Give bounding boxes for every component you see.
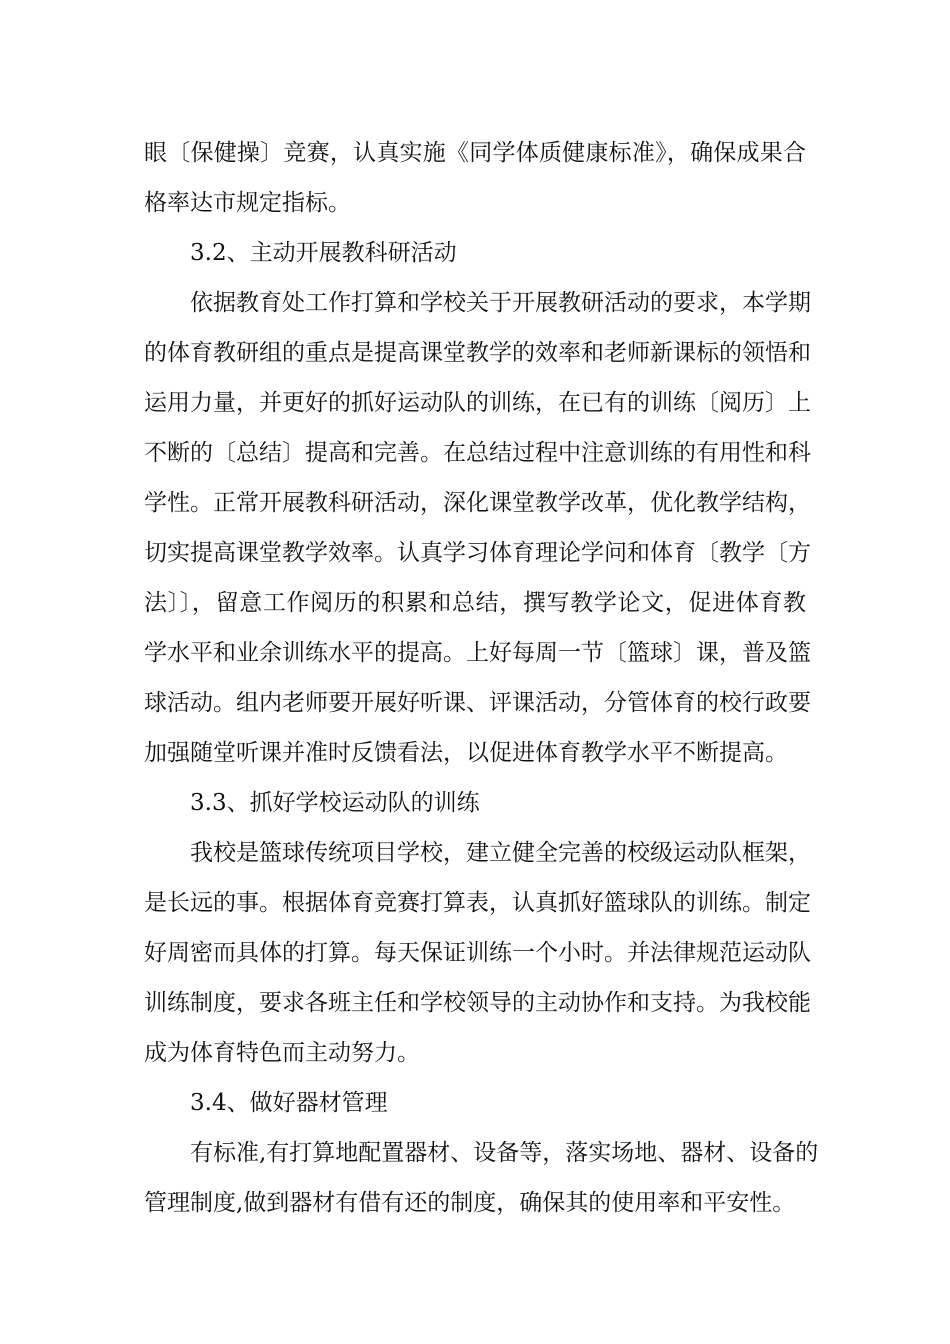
paragraph-line: 切实提高课堂教学效率。认真学习体育理论学问和体育〔教学〔方 [144,540,811,566]
paragraph-line: 眼〔保健操〕竞赛，认真实施《同学体质健康标准》，确保成果合 [144,140,806,166]
paragraph-line: 我校是篮球传统项目学校，建立健全完善的校级运动队框架， [190,840,811,866]
section-heading: 3.2、主动开展教科研活动 [190,240,457,266]
paragraph-line: 管理制度,做到器材有借有还的制度，确保其的使用率和平安性。 [144,1190,796,1216]
paragraph-line: 是长远的事。根据体育竞赛打算表，认真抓好篮球队的训练。制定 [144,890,811,916]
paragraph-line: 有标准,有打算地配置器材、设备等，落实场地、器材、设备的 [190,1140,819,1166]
paragraph-line: 球活动。组内老师要开展好听课、评课活动，分管体育的校行政要 [144,690,811,716]
paragraph-line: 训练制度，要求各班主任和学校领导的主动协作和支持。为我校能 [144,990,811,1016]
section-heading: 3.3、抓好学校运动队的训练 [190,790,480,816]
paragraph-line: 学性。正常开展教科研活动，深化课堂教学改革，优化教学结构， [144,490,811,516]
paragraph-line: 运用力量，并更好的抓好运动队的训练，在已有的训练〔阅历〕上 [144,390,811,416]
paragraph-line: 法〕〕，留意工作阅历的积累和总结，撰写教学论文，促进体育教 [144,590,806,616]
paragraph-line: 学水平和业余训练水平的提高。上好每周一节〔篮球〕课，普及篮 [144,640,811,666]
paragraph-line: 不断的〔总结〕提高和完善。在总结过程中注意训练的有用性和科 [144,440,811,466]
paragraph-line: 格率达市规定指标。 [144,190,351,216]
paragraph-line: 好周密而具体的打算。每天保证训练一个小时。并法律规范运动队 [144,940,811,966]
paragraph-line: 加强随堂听课并准时反馈看法，以促进体育教学水平不断提高。 [144,740,788,766]
paragraph-line: 成为体育特色而主动努力。 [144,1040,420,1066]
paragraph-line: 依据教育处工作打算和学校关于开展教研活动的要求，本学期 [190,290,811,316]
paragraph-line: 的体育教研组的重点是提高课堂教学的效率和老师新课标的领悟和 [144,340,811,366]
section-heading: 3.4、做好器材管理 [190,1090,388,1116]
